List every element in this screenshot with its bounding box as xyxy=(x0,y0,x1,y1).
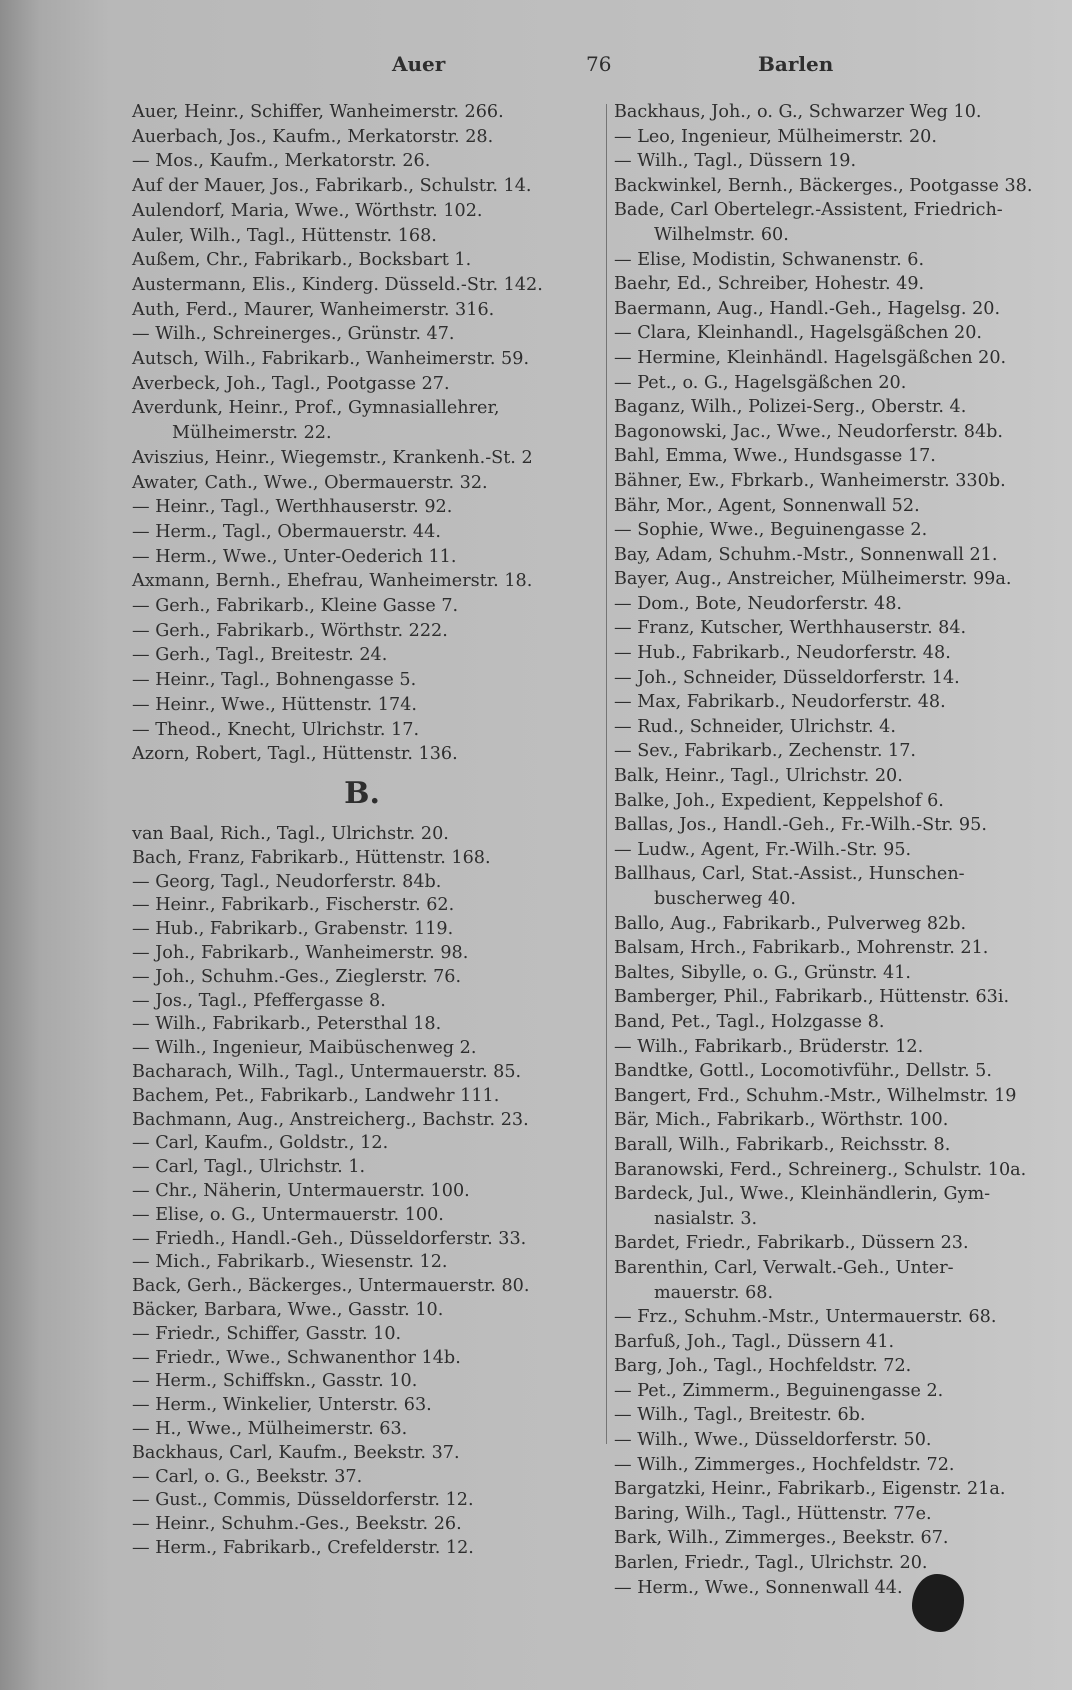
sub-entry: — Wilh., Ingenieur, Maibüschenweg 2. xyxy=(132,1037,592,1061)
directory-entry: Bandtke, Gottl., Locomotivführ., Dellstr. 5. xyxy=(614,1061,992,1082)
sub-entry: — Hub., Fabrikarb., Grabenstr. 119. xyxy=(132,918,592,942)
directory-entry: Austermann, Elis., Kinderg. Düsseld.-Str. 142. xyxy=(132,274,543,295)
sub-entry: — Clara, Kleinhandl., Hagelsgäßchen 20. xyxy=(614,321,1054,346)
sub-entry: — Heinr., Tagl., Bohnengasse 5. xyxy=(132,668,592,693)
sub-entry: — Leo, Ingenieur, Mülheimerstr. 20. xyxy=(614,125,1054,150)
sub-entry: — Friedh., Handl.-Geh., Düsseldorferstr. 33. xyxy=(132,1228,592,1252)
left-column xyxy=(132,100,592,1561)
directory-entry: Aviszius, Heinr., Wiegemstr., Krankenh.-St. 2 xyxy=(132,447,533,468)
sub-entry: — Gerh., Fabrikarb., Kleine Gasse 7. xyxy=(132,594,592,619)
directory-entry: Balsam, Hrch., Fabrikarb., Mohrenstr. 21. xyxy=(614,938,989,959)
b-entries xyxy=(132,823,592,1561)
sub-entry: — Joh., Schuhm.-Ges., Zieglerstr. 76. xyxy=(132,966,592,990)
directory-entry: Bangert, Frd., Schuhm.-Mstr., Wilhelmstr. 19 xyxy=(614,1085,1017,1106)
directory-entry: Bach, Franz, Fabrikarb., Hüttenstr. 168. xyxy=(132,847,491,868)
sub-entry: — Herm., Fabrikarb., Crefelderstr. 12. xyxy=(132,1537,592,1561)
directory-entry: Awater, Cath., Wwe., Obermauerstr. 32. xyxy=(132,472,488,493)
directory-entry: Bachem, Pet., Fabrikarb., Landwehr 111. xyxy=(132,1085,500,1106)
sub-entry: — Carl, o. G., Beekstr. 37. xyxy=(132,1466,592,1490)
directory-entry: Barfuß, Joh., Tagl., Düssern 41. xyxy=(614,1331,895,1352)
header-left-keyword: Auer xyxy=(392,52,446,76)
entry-continuation: buscherweg 40. xyxy=(654,889,796,909)
directory-entry: Bahl, Emma, Wwe., Hundsgasse 17. xyxy=(614,446,936,467)
sub-entry: — Hub., Fabrikarb., Neudorferstr. 48. xyxy=(614,641,1054,666)
directory-entry: Aulendorf, Maria, Wwe., Wörthstr. 102. xyxy=(132,200,483,221)
directory-entry: Averbeck, Joh., Tagl., Pootgasse 27. xyxy=(132,373,450,394)
directory-entry: Bär, Mich., Fabrikarb., Wörthstr. 100. xyxy=(614,1110,949,1131)
page-number: 76 xyxy=(586,52,612,76)
entry-continuation: Mülheimerstr. 22. xyxy=(172,423,332,444)
directory-entry: Bähner, Ew., Fbrkarb., Wanheimerstr. 330b. xyxy=(614,470,1006,491)
sub-entry: — Herm., Schiffskn., Gasstr. 10. xyxy=(132,1370,592,1394)
directory-entry: Baganz, Wilh., Polizei-Serg., Oberstr. 4. xyxy=(614,397,967,418)
directory-entry: Barlen, Friedr., Tagl., Ulrichstr. 20. xyxy=(614,1553,928,1574)
sub-entry: — Heinr., Wwe., Hüttenstr. 174. xyxy=(132,693,592,718)
sub-entry: — Wilh., Tagl., Düssern 19. xyxy=(614,149,1054,174)
sub-entry: — Sophie, Wwe., Beguinengasse 2. xyxy=(614,518,1054,543)
directory-entry: Barall, Wilh., Fabrikarb., Reichsstr. 8. xyxy=(614,1134,951,1155)
sub-entry: — Heinr., Tagl., Werthhauserstr. 92. xyxy=(132,495,592,520)
directory-entry: Baehr, Ed., Schreiber, Hohestr. 49. xyxy=(614,274,925,295)
sub-entry: — Wilh., Fabrikarb., Petersthal 18. xyxy=(132,1013,592,1037)
sub-entry: — Gerh., Fabrikarb., Wörthstr. 222. xyxy=(132,619,592,644)
section-letter-b: B. xyxy=(344,775,380,811)
sub-entry: — Herm., Wwe., Sonnenwall 44. xyxy=(614,1576,1054,1601)
sub-entry: — Franz, Kutscher, Werthhauserstr. 84. xyxy=(614,616,1054,641)
directory-entry: Auf der Mauer, Jos., Fabrikarb., Schulstr. 14. xyxy=(132,176,532,197)
directory-entry: Bäcker, Barbara, Wwe., Gasstr. 10. xyxy=(132,1299,444,1320)
directory-entry: Baltes, Sibylle, o. G., Grünstr. 41. xyxy=(614,962,912,983)
directory-entry: Ballo, Aug., Fabrikarb., Pulverweg 82b. xyxy=(614,913,967,934)
directory-entry: Barenthin, Carl, Verwalt.-Geh., Unter- xyxy=(614,1257,954,1278)
sub-entry: — Heinr., Fabrikarb., Fischerstr. 62. xyxy=(132,894,592,918)
right-entries xyxy=(614,100,1054,1600)
directory-entry: Backwinkel, Bernh., Bäckerges., Pootgasse 38. xyxy=(614,175,1033,196)
directory-entry: Averdunk, Heinr., Prof., Gymnasiallehrer, xyxy=(132,398,500,419)
sub-entry: — Gust., Commis, Düsseldorferstr. 12. xyxy=(132,1489,592,1513)
sub-entry: — Wilh., Wwe., Düsseldorferstr. 50. xyxy=(614,1428,1054,1453)
directory-entry: Außem, Chr., Fabrikarb., Bocksbart 1. xyxy=(132,250,472,271)
header-right-keyword: Barlen xyxy=(758,52,834,76)
sub-entry: — Joh., Schneider, Düsseldorferstr. 14. xyxy=(614,666,1054,691)
right-column xyxy=(614,100,1054,1600)
directory-entry: Balk, Heinr., Tagl., Ulrichstr. 20. xyxy=(614,766,903,787)
sub-entry: — Hermine, Kleinhändl. Hagelsgäßchen 20. xyxy=(614,346,1054,371)
sub-entry: — Theod., Knecht, Ulrichstr. 17. xyxy=(132,718,592,743)
sub-entry: — Pet., o. G., Hagelsgäßchen 20. xyxy=(614,371,1054,396)
directory-entry: Auer, Heinr., Schiffer, Wanheimerstr. 266. xyxy=(132,102,504,122)
entry-continuation: Wilhelmstr. 60. xyxy=(654,224,789,245)
directory-entry: Balke, Joh., Expedient, Keppelshof 6. xyxy=(614,790,944,811)
sub-entry: — Elise, Modistin, Schwanenstr. 6. xyxy=(614,248,1054,273)
directory-entry: Bardeck, Jul., Wwe., Kleinhändlerin, Gym- xyxy=(614,1184,991,1205)
directory-entry: Bark, Wilh., Zimmerges., Beekstr. 67. xyxy=(614,1528,949,1549)
sub-entry: — Herm., Wwe., Unter-Oederich 11. xyxy=(132,545,592,570)
entry-continuation: nasialstr. 3. xyxy=(654,1208,758,1229)
directory-entry: Barg, Joh., Tagl., Hochfeldstr. 72. xyxy=(614,1356,912,1377)
directory-entry: Baranowski, Ferd., Schreinerg., Schulstr. 10a. xyxy=(614,1159,1027,1180)
sub-entry: — Friedr., Wwe., Schwanenthor 14b. xyxy=(132,1347,592,1371)
directory-entry: Bay, Adam, Schuhm.-Mstr., Sonnenwall 21. xyxy=(614,544,998,565)
sub-entry: — Herm., Tagl., Obermauerstr. 44. xyxy=(132,520,592,545)
sub-entry: — Herm., Winkelier, Unterstr. 63. xyxy=(132,1394,592,1418)
sub-entry: — Wilh., Fabrikarb., Brüderstr. 12. xyxy=(614,1035,1054,1060)
directory-entry: Axmann, Bernh., Ehefrau, Wanheimerstr. 18. xyxy=(132,571,533,592)
directory-entry: Baring, Wilh., Tagl., Hüttenstr. 77e. xyxy=(614,1503,932,1524)
directory-entry: Auerbach, Jos., Kaufm., Merkatorstr. 28. xyxy=(132,126,494,147)
column-divider xyxy=(606,104,607,1444)
sub-entry: — Joh., Fabrikarb., Wanheimerstr. 98. xyxy=(132,942,592,966)
sub-entry: — Carl, Tagl., Ulrichstr. 1. xyxy=(132,1156,592,1180)
sub-entry: — Carl, Kaufm., Goldstr., 12. xyxy=(132,1132,592,1156)
directory-entry: Bähr, Mor., Agent, Sonnenwall 52. xyxy=(614,495,920,516)
directory-entry: Bamberger, Phil., Fabrikarb., Hüttenstr. 63i. xyxy=(614,987,1010,1008)
directory-entry: Autsch, Wilh., Fabrikarb., Wanheimerstr. 59. xyxy=(132,349,530,370)
directory-entry: Auth, Ferd., Maurer, Wanheimerstr. 316. xyxy=(132,299,495,320)
sub-entry: — Jos., Tagl., Pfeffergasse 8. xyxy=(132,990,592,1014)
directory-entry: Auler, Wilh., Tagl., Hüttenstr. 168. xyxy=(132,225,437,246)
directory-entry: Band, Pet., Tagl., Holzgasse 8. xyxy=(614,1011,885,1032)
directory-entry: Bargatzki, Heinr., Fabrikarb., Eigenstr. 21a. xyxy=(614,1479,1006,1500)
a-entries xyxy=(132,100,592,767)
sub-entry: — Gerh., Tagl., Breitestr. 24. xyxy=(132,643,592,668)
sub-entry: — Pet., Zimmerm., Beguinengasse 2. xyxy=(614,1379,1054,1404)
sub-entry: — Georg, Tagl., Neudorferstr. 84b. xyxy=(132,871,592,895)
directory-entry: Back, Gerh., Bäckerges., Untermauerstr. 80. xyxy=(132,1276,530,1297)
sub-entry: — Max, Fabrikarb., Neudorferstr. 48. xyxy=(614,690,1054,715)
directory-entry: van Baal, Rich., Tagl., Ulrichstr. 20. xyxy=(132,823,449,844)
sub-entry: — Dom., Bote, Neudorferstr. 48. xyxy=(614,592,1054,617)
sub-entry: — H., Wwe., Mülheimerstr. 63. xyxy=(132,1418,592,1442)
directory-entry: Bacharach, Wilh., Tagl., Untermauerstr. 85. xyxy=(132,1061,522,1082)
directory-entry: Backhaus, Carl, Kaufm., Beekstr. 37. xyxy=(132,1442,460,1463)
sub-entry: — Wilh., Tagl., Breitestr. 6b. xyxy=(614,1403,1054,1428)
sub-entry: — Friedr., Schiffer, Gasstr. 10. xyxy=(132,1323,592,1347)
directory-entry: Backhaus, Joh., o. G., Schwarzer Weg 10. xyxy=(614,102,982,122)
directory-entry: Ballhaus, Carl, Stat.-Assist., Hunschen- xyxy=(614,864,965,885)
directory-entry: Baermann, Aug., Handl.-Geh., Hagelsg. 20. xyxy=(614,298,1001,319)
sub-entry: — Ludw., Agent, Fr.-Wilh.-Str. 95. xyxy=(614,838,1054,863)
entry-continuation: mauerstr. 68. xyxy=(654,1282,774,1303)
sub-entry: — Rud., Schneider, Ulrichstr. 4. xyxy=(614,715,1054,740)
directory-entry: Bayer, Aug., Anstreicher, Mülheimerstr. 99a. xyxy=(614,569,1012,590)
sub-entry: — Heinr., Schuhm.-Ges., Beekstr. 26. xyxy=(132,1513,592,1537)
directory-entry: Bardet, Friedr., Fabrikarb., Düssern 23. xyxy=(614,1233,969,1254)
sub-entry: — Mich., Fabrikarb., Wiesenstr. 12. xyxy=(132,1251,592,1275)
sub-entry: — Elise, o. G., Untermauerstr. 100. xyxy=(132,1204,592,1228)
directory-entry: Azorn, Robert, Tagl., Hüttenstr. 136. xyxy=(132,744,458,765)
sub-entry: — Sev., Fabrikarb., Zechenstr. 17. xyxy=(614,739,1054,764)
sub-entry: — Mos., Kaufm., Merkatorstr. 26. xyxy=(132,149,592,174)
sub-entry: — Frz., Schuhm.-Mstr., Untermauerstr. 68. xyxy=(614,1305,1054,1330)
directory-entry: Bachmann, Aug., Anstreicherg., Bachstr. 23. xyxy=(132,1109,529,1130)
sub-entry: — Wilh., Schreinerges., Grünstr. 47. xyxy=(132,322,592,347)
directory-entry: Ballas, Jos., Handl.-Geh., Fr.-Wilh.-Str. 95. xyxy=(614,815,987,836)
ink-blot xyxy=(912,1574,964,1632)
sub-entry: — Wilh., Zimmerges., Hochfeldstr. 72. xyxy=(614,1453,1054,1478)
directory-entry: Bagonowski, Jac., Wwe., Neudorferstr. 84b. xyxy=(614,421,1004,442)
directory-entry: Bade, Carl Obertelegr.-Assistent, Friedrich- xyxy=(614,200,1003,221)
sub-entry: — Chr., Näherin, Untermauerstr. 100. xyxy=(132,1180,592,1204)
